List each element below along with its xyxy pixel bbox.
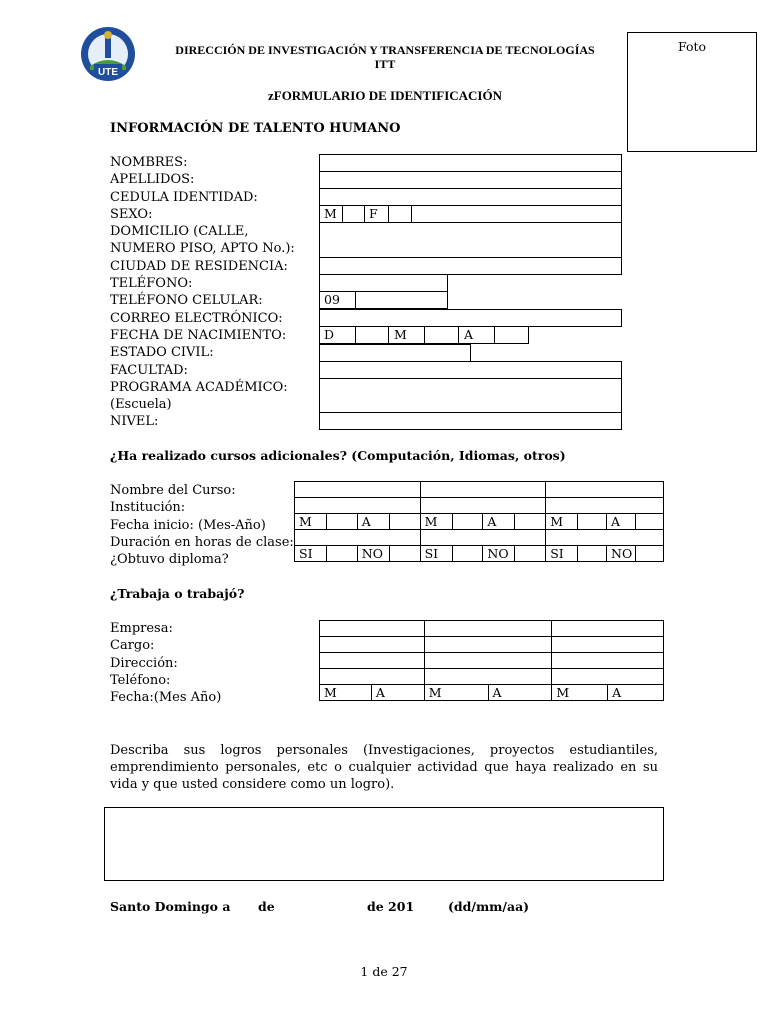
si-cell[interactable] (326, 546, 357, 562)
telefono-field[interactable] (319, 274, 448, 292)
empresa-cell[interactable] (552, 621, 664, 637)
label-duracion: Duración en horas de clase: (110, 534, 294, 550)
fecha-anio-cell[interactable] (371, 685, 424, 701)
curso-nombre-cell[interactable] (295, 482, 421, 498)
logros-textarea[interactable] (104, 807, 664, 881)
personal-labels (110, 154, 295, 431)
curso-nombre-cell[interactable] (546, 482, 664, 498)
table-row (295, 546, 664, 562)
label-fecha-trabajo: Fecha:(Mes Año) (110, 690, 222, 706)
curso-duracion-cell[interactable] (420, 530, 546, 546)
domicilio-field[interactable] (319, 222, 622, 258)
footer-place: Santo Domingo a (110, 899, 231, 914)
sexo-m-label: M (324, 206, 337, 221)
anio-label: A (375, 684, 385, 700)
apellidos-field[interactable] (319, 171, 622, 189)
fecha-d-label: D (324, 327, 335, 342)
mes-label: M (556, 684, 570, 700)
curso-institucion-cell[interactable] (420, 498, 546, 514)
facultad-field[interactable] (319, 361, 622, 379)
footer-format: (dd/mm/aa) (448, 899, 530, 914)
label-cedula: CEDULA IDENTIDAD: (110, 189, 258, 205)
fecha-mes-cell[interactable] (552, 685, 608, 701)
nivel-field[interactable] (319, 412, 622, 430)
no-cell[interactable] (636, 546, 664, 562)
anio-cell[interactable] (636, 514, 664, 530)
si-label: SI (546, 546, 578, 562)
table-row (320, 653, 664, 669)
celular-divider (355, 291, 356, 309)
trabajo-table (319, 620, 664, 701)
curso-institucion-cell[interactable] (295, 498, 421, 514)
photo-box[interactable] (627, 32, 757, 152)
anio-cell[interactable] (389, 514, 420, 530)
cedula-field[interactable] (319, 188, 622, 206)
estado-civil-field[interactable] (319, 344, 471, 362)
label-nivel: NIVEL: (110, 414, 159, 430)
label-fecha-nacimiento: FECHA DE NACIMIENTO: (110, 327, 287, 343)
label-domicilio-1: DOMICILIO (CALLE, (110, 224, 249, 240)
label-sexo: SEXO: (110, 206, 153, 222)
fecha-a-label: A (464, 327, 474, 342)
fecha-anio-cell[interactable] (488, 685, 552, 701)
correo-field[interactable] (319, 309, 622, 327)
mes-label: M (546, 514, 578, 530)
institution-name: DIRECCIÓN DE INVESTIGACIÓN Y TRANSFERENCIA DE TECNOLOGÍAS (175, 43, 595, 57)
label-facultad: FACULTAD: (110, 362, 188, 378)
anio-label: A (492, 684, 502, 700)
label-celular: TELÉFONO CELULAR: (110, 293, 263, 309)
no-cell[interactable] (389, 546, 420, 562)
mes-label: M (420, 514, 452, 530)
mes-cell[interactable] (452, 514, 483, 530)
mes-cell[interactable] (326, 514, 357, 530)
cargo-cell[interactable] (552, 637, 664, 653)
programa-field[interactable] (319, 378, 622, 413)
table-row (295, 530, 664, 546)
no-label: NO (357, 546, 389, 562)
label-escuela: (Escuela) (110, 397, 172, 413)
table-row (295, 482, 664, 498)
cursos-table (294, 481, 664, 562)
cursos-question: ¿Ha realizado cursos adicionales? (Computación, Idiomas, otros) (110, 448, 566, 463)
fecha-mes-cell[interactable] (320, 685, 372, 701)
direccion-cell[interactable] (424, 653, 552, 669)
label-apellidos: APELLIDOS: (110, 172, 195, 188)
photo-label: Foto (677, 39, 707, 54)
mes-cell[interactable] (578, 514, 607, 530)
table-row (320, 669, 664, 685)
table-row (295, 498, 664, 514)
empresa-cell[interactable] (320, 621, 425, 637)
label-ciudad: CIUDAD DE RESIDENCIA: (110, 258, 288, 274)
table-row (320, 637, 664, 653)
page-number: 1 de 27 (360, 964, 408, 979)
fecha-m-label: M (394, 327, 407, 342)
trabajo-question: ¿Trabaja o trabajó? (110, 586, 245, 601)
fecha-d-box[interactable] (355, 326, 389, 344)
logros-description: Describa sus logros personales (Investigaciones, proyectos estudiantiles, emprendimiento personales, etc o cualquier actividad que haya realizado en su vida y que usted considere como un logro). (110, 743, 658, 792)
label-programa: PROGRAMA ACADÉMICO: (110, 379, 288, 395)
label-domicilio-2: NUMERO PISO, APTO No.): (110, 241, 295, 257)
cargo-cell[interactable] (320, 637, 425, 653)
telefono-trabajo-cell[interactable] (424, 669, 552, 685)
mes-label: M (324, 684, 337, 700)
anio-label: A (357, 514, 389, 530)
no-label: NO (607, 546, 636, 562)
celular-prefix: 09 (324, 292, 340, 307)
cargo-cell[interactable] (424, 637, 552, 653)
ciudad-field[interactable] (319, 257, 622, 275)
telefono-trabajo-cell[interactable] (320, 669, 425, 685)
fecha-anio-cell[interactable] (608, 685, 664, 701)
telefono-trabajo-cell[interactable] (552, 669, 664, 685)
cursos-labels (110, 482, 294, 568)
label-telefono-trabajo: Teléfono: (110, 672, 171, 688)
direccion-cell[interactable] (320, 653, 425, 669)
nombres-field[interactable] (319, 154, 622, 172)
fecha-mes-cell[interactable] (424, 685, 488, 701)
anio-label: A (607, 514, 636, 530)
label-cargo: Cargo: (110, 638, 155, 654)
curso-nombre-cell[interactable] (420, 482, 546, 498)
si-cell[interactable] (578, 546, 607, 562)
label-institucion: Institución: (110, 500, 186, 516)
label-estado-civil: ESTADO CIVIL: (110, 345, 214, 361)
label-fecha-inicio: Fecha inicio: (Mes-Año) (110, 517, 266, 533)
no-cell[interactable] (515, 546, 546, 562)
sexo-m-box[interactable] (342, 205, 365, 223)
table-row (295, 514, 664, 530)
section-title-talento: INFORMACIÓN DE TALENTO HUMANO (110, 121, 401, 136)
anio-label: A (483, 514, 515, 530)
no-label: NO (483, 546, 515, 562)
empresa-cell[interactable] (424, 621, 552, 637)
anio-cell[interactable] (515, 514, 546, 530)
si-label: SI (420, 546, 452, 562)
footer-de-1: de (258, 899, 275, 914)
label-direccion: Dirección: (110, 655, 178, 671)
si-label: SI (295, 546, 327, 562)
label-diploma: ¿Obtuvo diploma? (110, 552, 229, 568)
direccion-cell[interactable] (552, 653, 664, 669)
logo-text: UTE (98, 67, 118, 78)
fecha-m-box[interactable] (424, 326, 459, 344)
table-row (320, 685, 664, 701)
institution-acronym: ITT (374, 57, 396, 71)
label-empresa: Empresa: (110, 621, 173, 636)
ute-logo (76, 24, 140, 88)
curso-duracion-cell[interactable] (295, 530, 421, 546)
si-cell[interactable] (452, 546, 483, 562)
trabajo-labels (110, 620, 221, 706)
footer-de-2: de 201 (367, 899, 415, 914)
anio-label: A (612, 684, 622, 700)
label-nombres: NOMBRES: (110, 155, 188, 170)
sexo-f-label: F (369, 206, 378, 221)
mes-label: M (295, 514, 327, 530)
sexo-f-box[interactable] (388, 205, 412, 223)
mes-label: M (428, 684, 442, 700)
fecha-a-box[interactable] (494, 326, 529, 344)
label-nombre-curso: Nombre del Curso: (110, 483, 236, 498)
curso-duracion-cell[interactable] (546, 530, 664, 546)
form-title: zFORMULARIO DE IDENTIFICACIÓN (267, 88, 502, 103)
table-row (320, 621, 664, 637)
label-telefono: TELÉFONO: (110, 276, 193, 292)
curso-institucion-cell[interactable] (546, 498, 664, 514)
label-correo: CORREO ELECTRÓNICO: (110, 310, 283, 326)
